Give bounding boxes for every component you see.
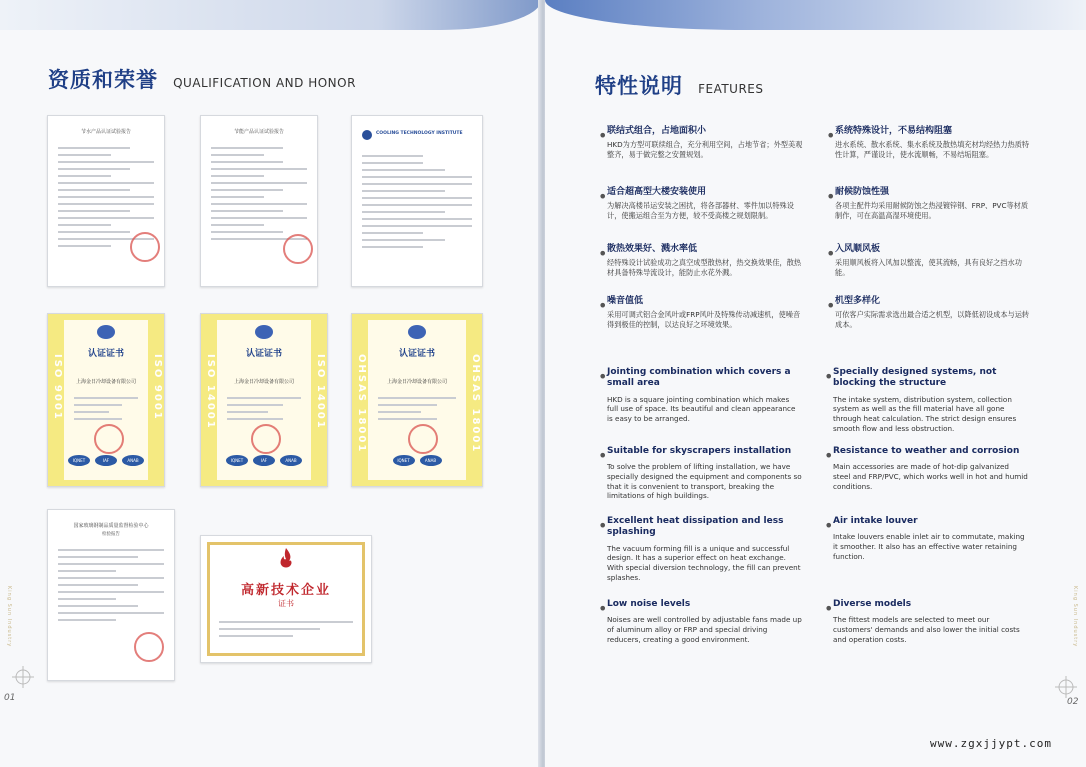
accreditation-logos — [368, 455, 466, 466]
cert-company: 上海金日冷却设备有限公司 — [386, 379, 447, 385]
feature-body: 为解决高楼吊运安装之困扰，将各部器材、零件加以特殊设计，使搬运组合至为方便，较不受高楼之规划限制。 — [607, 201, 794, 220]
iso14001-certificate — [200, 313, 328, 487]
cert-logo-icon — [97, 325, 115, 339]
feature-body: 采用顺风板将入风加以整流，使其流畅，具有良好之挡水功能。 — [835, 258, 1022, 277]
feature-title: Excellent heat dissipation and less splashing — [607, 516, 784, 538]
feature-en-7: • Air intake louver Intake louvers enable inlet air to commutate, making it smoother. It also has an effective water retaining function. — [833, 516, 1028, 561]
feature-body: Noises are well controlled by adjustable fans made up of aluminum alloy or FRP and special driving reducers, creating a good environment. — [607, 615, 802, 644]
feature-title: Resistance to weather and corrosion — [833, 446, 1020, 456]
red-stamp — [251, 424, 281, 454]
page-number: 02 — [1067, 697, 1079, 707]
feature-body: 经特殊设计试验成功之真空成型散热材，热交换效果佳，散热材具备特殊导流设计，能防止水花外溅。 — [607, 258, 802, 277]
left-section-title — [48, 64, 356, 94]
report-title: 节能产品认证试验报告 — [233, 129, 284, 135]
iaf-logo: IAF — [253, 455, 275, 466]
cert-title: 认证证书 — [87, 349, 124, 359]
feature-cn-7: • 入风顺风板 采用顺风板将入风加以整流，使其流畅，具有良好之挡水功能。 — [835, 244, 1035, 278]
feature-title: Jointing combination which covers a small area — [607, 367, 791, 389]
iso-side-label: OHSAS 18001 — [356, 354, 367, 454]
iso-side-label: ISO 9001 — [52, 354, 63, 421]
red-stamp — [408, 424, 438, 454]
feature-title: Diverse models — [833, 599, 912, 609]
right-section-title — [595, 70, 764, 100]
cert-title: 认证证书 — [398, 349, 435, 359]
feature-cn-1: • 联结式组合，占地面积小 HKD为方型可联续组合，充分利用空间，占地节省；外型美观整齐，易于做完整之安置规划。 — [607, 126, 807, 160]
feature-title: 机型多样化 — [835, 296, 881, 306]
feature-en-2: • Suitable for skyscrapers installation To solve the problem of lifting installation, we have specially designed the equipment and components so that it is convenient to transport, breaking the limitations of high buildings. — [598, 446, 802, 501]
certificate-title: 高新技术企业 — [240, 583, 331, 598]
iso9001-certificate — [47, 313, 165, 487]
feature-body: The vacuum forming fill is a unique and successful design. It has a superior effect on heat exchange. With special diversion technology, the fill can prevent splashes. — [607, 543, 801, 582]
feature-cn-6: • 耐候防蚀性强 各项主配件均采用耐候防蚀之热浸镀锌钢、FRP、PVC等材质制作，可在高温高湿环境使用。 — [835, 187, 1035, 221]
high-tech-enterprise-certificate — [200, 535, 372, 663]
cti-logo-icon — [362, 130, 372, 140]
feature-body: To solve the problem of lifting installation, we have specially designed the equipment and components so that it is convenient to transport, breaking the limitations of high buildings. — [607, 462, 802, 501]
top-band — [545, 0, 1086, 30]
iso-side-label: ISO 14001 — [205, 354, 216, 430]
feature-title: Specially designed systems, not blocking the structure — [833, 367, 997, 389]
report-subtitle: 检验报告 — [102, 532, 120, 537]
cert-logo-icon — [408, 325, 426, 339]
feature-en-1: • Jointing combination which covers a small area HKD is a square jointing combination which makes full use of space. Its beautiful and clean appearance is easy to be arranged. — [607, 367, 802, 424]
feature-body: 可依客户实际需求选出最合适之机型，以降低初设成本与运转成本。 — [835, 310, 1030, 329]
iso-side-label: OHSAS 18001 — [470, 354, 481, 454]
feature-cn-8: • 机型多样化 可依客户实际需求选出最合适之机型，以降低初设成本与运转成本。 — [835, 296, 1035, 330]
feature-title: 联结式组合，占地面积小 — [607, 126, 707, 136]
red-stamp — [283, 234, 313, 264]
cti-name: COOLING TECHNOLOGY INSTITUTE — [376, 131, 463, 136]
feature-body: The intake system, distribution system, collection system as well as the fill material have all gone through heat calculation. The strict design ensures smooth flow and less obstruction. — [833, 394, 1017, 433]
accreditation-logos — [64, 455, 148, 466]
energy-saving-report — [200, 115, 318, 287]
red-stamp — [130, 232, 160, 262]
feature-cn-4: • 噪音值低 采用可调式铝合金风叶或FRP风叶及特殊传动减速机，使噪音得到极佳的控制，以达良好之环境效果。 — [607, 296, 807, 330]
certificate-subtitle: 证书 — [278, 599, 294, 608]
feature-body: Main accessories are made of hot-dip galvanized steel and FRP/PVC, which works well in hot and humid conditions. — [833, 462, 1028, 491]
side-brand-text: King Sun Industry — [1072, 586, 1078, 648]
cert-logo-icon — [255, 325, 273, 339]
feature-en-8: • Diverse models The fittest models are selected to meet our customers' demands and also lower the initial costs and operation costs. — [833, 599, 1028, 644]
feature-title: Suitable for skyscrapers installation — [607, 446, 792, 456]
top-band — [0, 0, 541, 30]
title-cn: 特性说明 — [595, 74, 683, 98]
feature-cn-3: • 散热效果好、溅水率低 经特殊设计试验成功之真空成型散热材，热交换效果佳，散热材具备特殊导流设计，能防止水花外溅。 — [607, 244, 807, 278]
cti-letter — [351, 115, 483, 287]
page-number: 01 — [4, 693, 16, 703]
registration-mark-icon — [1055, 676, 1077, 698]
iso-side-label: ISO 9001 — [152, 354, 163, 421]
ohsas18001-certificate — [351, 313, 483, 487]
feature-cn-2: • 适合超高型大楼安装使用 为解决高楼吊运安装之困扰，将各部器材、零件加以特殊设计，使搬运组合至为方便，较不受高楼之规划限制。 — [607, 187, 807, 221]
feature-body: The fittest models are selected to meet our customers' demands and also lower the initial costs and operation costs. — [833, 615, 1020, 644]
website-watermark: www.zgxjjypt.com — [930, 737, 1052, 750]
frp-inspection-report — [47, 509, 175, 681]
feature-title: Air intake louver — [833, 516, 918, 526]
feature-title: 入风顺风板 — [835, 244, 881, 254]
feature-title: 耐候防蚀性强 — [835, 187, 890, 197]
registration-mark-icon — [12, 666, 34, 688]
feature-title: Low noise levels — [607, 599, 691, 609]
report-title: 国家玻璃钢制品质量监督检验中心 — [73, 523, 149, 529]
feature-title: 系统特殊设计，不易结构阻塞 — [835, 126, 953, 136]
title-en: FEATURES — [698, 82, 764, 96]
feature-cn-5: • 系统特殊设计，不易结构阻塞 进水系统、散水系统、集水系统及散热填充材均经热力热质特性计算，严谨设计，使水流顺畅，不易结垢阻塞。 — [835, 126, 1035, 160]
feature-body: Intake louvers enable inlet air to commutate, making it smoother. It also has an effective water retaining function. — [833, 532, 1025, 561]
red-stamp — [94, 424, 124, 454]
iaf-logo: IAF — [95, 455, 117, 466]
flame-logo-icon — [277, 547, 295, 569]
feature-body: 采用可调式铝合金风叶或FRP风叶及特殊传动减速机，使噪音得到极佳的控制，以达良好之环境效果。 — [607, 310, 801, 329]
iqnet-logo: IQNET — [393, 455, 415, 466]
feature-en-4: • Low noise levels Noises are well controlled by adjustable fans made up of aluminum alloy or FRP and special driving reducers, creating a good environment. — [598, 599, 802, 644]
title-cn: 资质和荣誉 — [48, 68, 158, 92]
accreditation-logos — [217, 455, 311, 466]
right-page — [545, 0, 1086, 767]
anab-logo: ANAB — [420, 455, 442, 466]
feature-body: HKD为方型可联续组合，充分利用空间，占地节省；外型美观整齐，易于做完整之安置规划。 — [607, 140, 803, 159]
iso-side-label: ISO 14001 — [315, 354, 326, 430]
cert-company: 上海金日冷却设备有限公司 — [75, 379, 136, 385]
anab-logo: ANAB — [122, 455, 144, 466]
left-page — [0, 0, 541, 767]
anab-logo: ANAB — [280, 455, 302, 466]
feature-en-6: • Resistance to weather and corrosion Main accessories are made of hot-dip galvanized steel and FRP/PVC, which works well in hot and humid conditions. — [824, 446, 1028, 491]
feature-body: 各项主配件均采用耐候防蚀之热浸镀锌钢、FRP、PVC等材质制作，可在高温高湿环境使用。 — [835, 201, 1029, 220]
side-brand-text: King Sun Industry — [6, 586, 12, 648]
red-stamp — [134, 632, 164, 662]
feature-title: 适合超高型大楼安装使用 — [607, 187, 707, 197]
water-saving-report — [47, 115, 165, 287]
feature-en-5: • Specially designed systems, not blocking the structure The intake system, distribution system, collection system as well as the fill material have all gone through heat calculation. The strict design ensures smooth flow and less obstruction. — [833, 367, 1028, 433]
report-title: 节水产品认证试验报告 — [80, 129, 131, 135]
feature-body: HKD is a square jointing combination which makes full use of space. Its beautiful and clean appearance is easy to be arranged. — [607, 394, 796, 423]
title-en: QUALIFICATION AND HONOR — [173, 76, 356, 90]
iqnet-logo: IQNET — [226, 455, 248, 466]
cert-title: 认证证书 — [245, 349, 282, 359]
cert-company: 上海金日冷却设备有限公司 — [233, 379, 294, 385]
feature-body: 进水系统、散水系统、集水系统及散热填充材均经热力热质特性计算，严谨设计，使水流顺畅，不易结垢阻塞。 — [835, 140, 1030, 159]
feature-title: 噪音值低 — [607, 296, 644, 306]
feature-en-3: • Excellent heat dissipation and less splashing The vacuum forming fill is a unique and successful design. It has a superior effect on heat exchange. With special diversion technology, the fill can prevent splashes. — [598, 516, 801, 582]
feature-title: 散热效果好、溅水率低 — [607, 244, 698, 254]
iqnet-logo: IQNET — [68, 455, 90, 466]
